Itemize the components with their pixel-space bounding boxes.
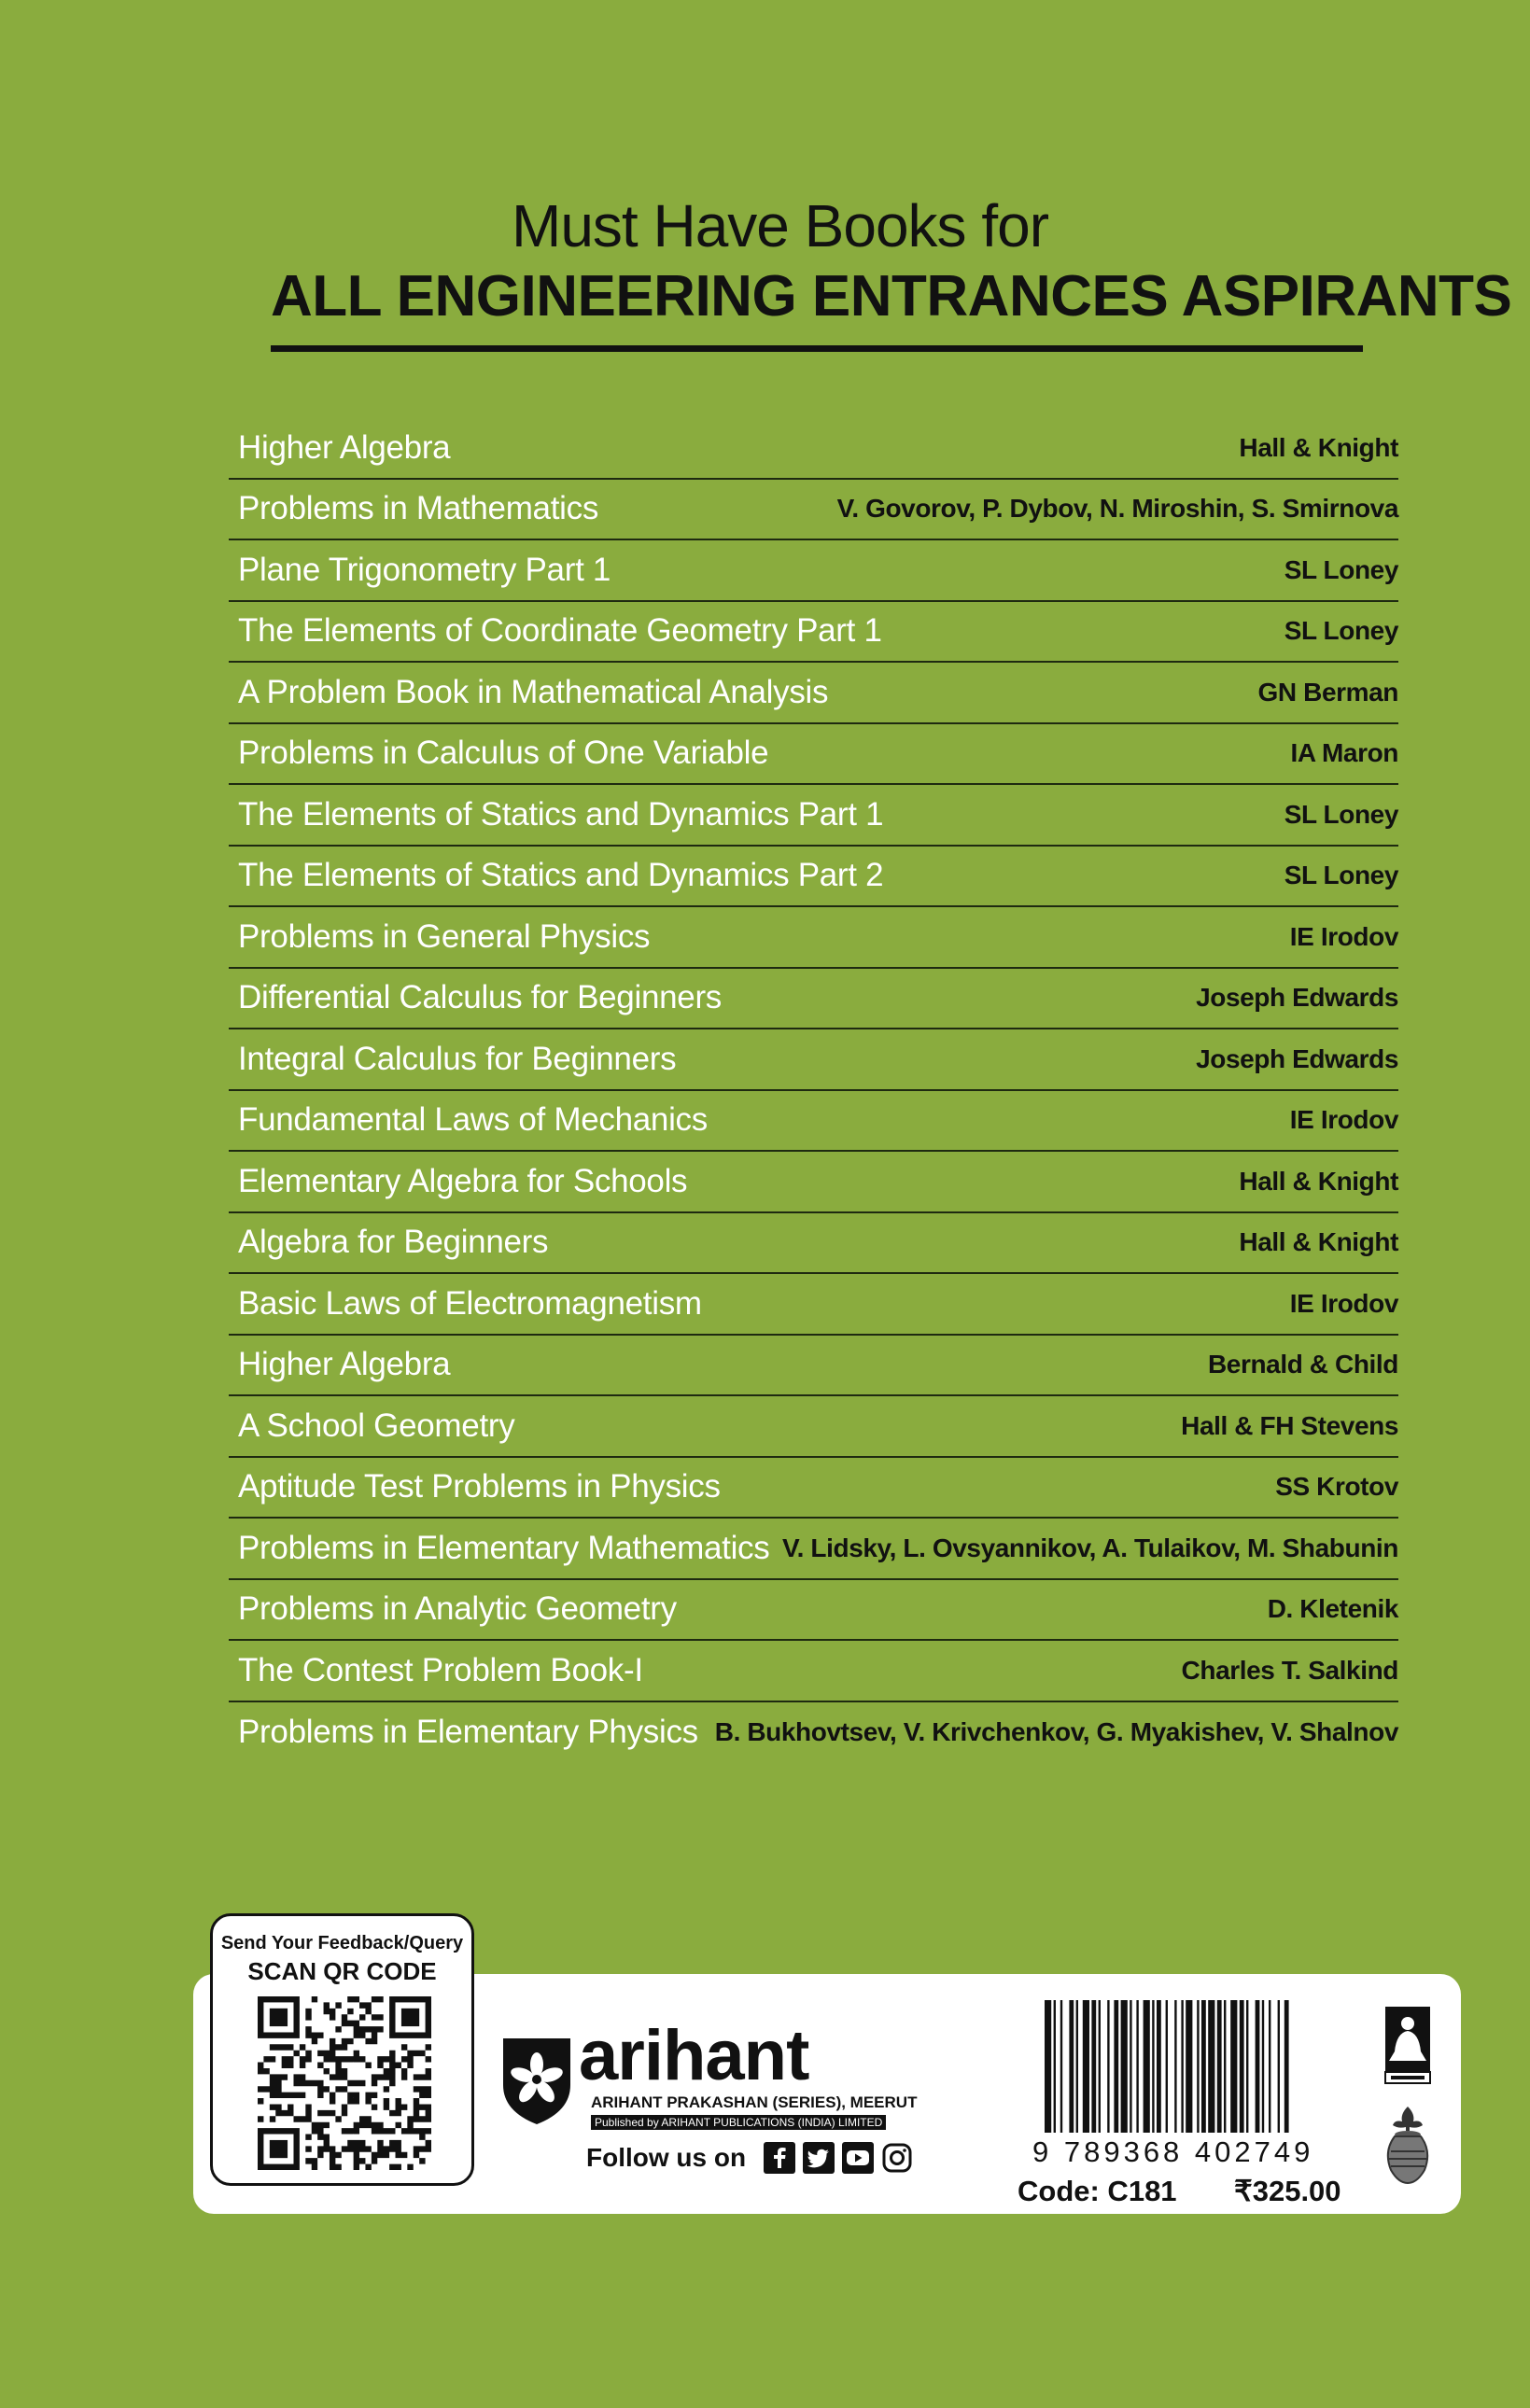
book-row bbox=[229, 1152, 1398, 1213]
book-author: Bernald & Child bbox=[1207, 1350, 1398, 1379]
book-title: Integral Calculus for Beginners bbox=[238, 1040, 677, 1077]
book-author: SL Loney bbox=[1284, 799, 1398, 829]
book-title: Differential Calculus for Beginners bbox=[238, 979, 723, 1016]
book-title: Fundamental Laws of Mechanics bbox=[238, 1101, 708, 1139]
book-author: V. Govorov, P. Dybov, N. Miroshin, S. Smirnova bbox=[836, 494, 1398, 524]
book-list bbox=[229, 418, 1398, 1763]
book-row bbox=[229, 1519, 1398, 1580]
book-title: Plane Trigonometry Part 1 bbox=[238, 551, 611, 588]
follow-us-label: Follow us on bbox=[586, 2143, 747, 2172]
book-author: Joseph Edwards bbox=[1196, 1043, 1398, 1073]
arihant-emblem-icon bbox=[499, 2033, 574, 2126]
book-title: Aptitude Test Problems in Physics bbox=[238, 1468, 721, 1505]
book-row bbox=[229, 480, 1398, 541]
book-title: Higher Algebra bbox=[238, 1346, 451, 1383]
heading-title: ALL ENGINEERING ENTRANCES ASPIRANTS bbox=[271, 264, 1512, 329]
book-row bbox=[229, 540, 1398, 602]
book-row bbox=[229, 1274, 1398, 1336]
book-row bbox=[229, 663, 1398, 724]
book-title: Problems in Calculus of One Variable bbox=[238, 735, 769, 772]
book-row bbox=[229, 907, 1398, 969]
book-author: Hall & Knight bbox=[1239, 432, 1398, 462]
book-row bbox=[229, 602, 1398, 664]
book-row bbox=[229, 1458, 1398, 1519]
book-title: The Contest Problem Book-I bbox=[238, 1651, 643, 1688]
instagram-icon[interactable] bbox=[881, 2142, 913, 2174]
heading-subtitle: Must Have Books for bbox=[512, 192, 1048, 259]
book-author: GN Berman bbox=[1257, 677, 1398, 707]
book-author: SL Loney bbox=[1284, 616, 1398, 646]
book-row bbox=[229, 418, 1398, 480]
facebook-icon[interactable] bbox=[764, 2142, 795, 2174]
price: ₹325.00 bbox=[1234, 2175, 1341, 2207]
book-author: V. Lidsky, L. Ovsyannikov, A. Tulaikov, M. Shabunin bbox=[781, 1533, 1398, 1562]
book-row bbox=[229, 1029, 1398, 1091]
book-title: A School Geometry bbox=[238, 1407, 515, 1444]
book-author: IE Irodov bbox=[1289, 1105, 1398, 1135]
book-author: IE Irodov bbox=[1289, 921, 1398, 951]
book-author: Hall & FH Stevens bbox=[1181, 1410, 1398, 1440]
book-row bbox=[229, 785, 1398, 847]
twitter-icon[interactable] bbox=[803, 2142, 835, 2174]
book-author: D. Kletenik bbox=[1267, 1594, 1398, 1624]
publisher-logo-wordmark: arihant bbox=[579, 2016, 809, 2095]
book-row bbox=[229, 1580, 1398, 1642]
book-title: The Elements of Coordinate Geometry Part 1 bbox=[238, 612, 882, 650]
book-title: Higher Algebra bbox=[238, 428, 451, 466]
book-row bbox=[229, 1702, 1398, 1764]
book-author: IE Irodov bbox=[1289, 1288, 1398, 1318]
book-title: Problems in Analytic Geometry bbox=[238, 1590, 677, 1628]
barcode-digits: 9 789368 402749 bbox=[1032, 2135, 1314, 2168]
book-author: SL Loney bbox=[1284, 861, 1398, 890]
heading-underline bbox=[271, 345, 1363, 352]
youtube-icon[interactable] bbox=[842, 2142, 874, 2174]
book-title: Problems in Elementary Mathematics bbox=[238, 1529, 770, 1566]
product-code: Code: C181 bbox=[1018, 2175, 1177, 2207]
book-row bbox=[229, 1213, 1398, 1275]
book-title: Problems in General Physics bbox=[238, 917, 651, 955]
book-row bbox=[229, 724, 1398, 786]
kalash-pot-logo-icon bbox=[1380, 2105, 1436, 2187]
book-row bbox=[229, 1336, 1398, 1397]
qr-caption-scan: SCAN QR CODE bbox=[247, 1957, 437, 1985]
book-author: Joseph Edwards bbox=[1196, 983, 1398, 1013]
publisher-published-by: Published by ARIHANT PUBLICATIONS (INDIA) LIMITED bbox=[591, 2115, 886, 2130]
qr-code-icon[interactable] bbox=[258, 1996, 431, 2170]
book-author: B. Bukhovtsev, V. Krivchenkov, G. Myakishev, V. Shalnov bbox=[714, 1717, 1398, 1747]
book-title: The Elements of Statics and Dynamics Part 1 bbox=[238, 795, 884, 833]
book-author: Hall & Knight bbox=[1239, 1227, 1398, 1257]
book-author: SL Loney bbox=[1284, 554, 1398, 584]
qr-card bbox=[210, 1913, 474, 2186]
book-row bbox=[229, 1641, 1398, 1702]
book-author: Hall & Knight bbox=[1239, 1166, 1398, 1196]
book-row bbox=[229, 847, 1398, 908]
meditating-figure-logo-icon bbox=[1383, 2005, 1432, 2085]
book-author: IA Maron bbox=[1290, 738, 1398, 768]
book-row bbox=[229, 969, 1398, 1030]
qr-caption-feedback: Send Your Feedback/Query bbox=[220, 1933, 464, 1953]
book-title: Elementary Algebra for Schools bbox=[238, 1162, 688, 1199]
book-title: The Elements of Statics and Dynamics Part 2 bbox=[238, 857, 884, 894]
book-title: Basic Laws of Electromagnetism bbox=[238, 1284, 702, 1322]
book-title: Problems in Elementary Physics bbox=[238, 1714, 698, 1751]
book-title: Algebra for Beginners bbox=[238, 1224, 549, 1261]
book-author: SS Krotov bbox=[1275, 1472, 1398, 1502]
publisher-series-line: ARIHANT PRAKASHAN (SERIES), MEERUT bbox=[591, 2093, 918, 2111]
book-author: Charles T. Salkind bbox=[1181, 1655, 1398, 1685]
book-title: Problems in Mathematics bbox=[238, 490, 599, 527]
book-row bbox=[229, 1396, 1398, 1458]
book-title: A Problem Book in Mathematical Analysis bbox=[238, 673, 829, 710]
book-row bbox=[229, 1091, 1398, 1153]
barcode-icon bbox=[1043, 2000, 1348, 2133]
